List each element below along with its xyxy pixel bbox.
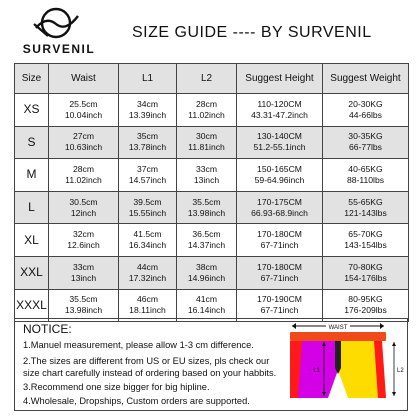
l2-cell: [177, 191, 237, 224]
notice-title: NOTICE:: [23, 322, 72, 336]
l1-cell: [119, 126, 177, 159]
l1-cell: [119, 256, 177, 289]
waist-metric: 33cm: [72, 261, 94, 272]
size-cell: XXL: [15, 256, 49, 289]
weight-cell: [323, 126, 409, 159]
l1-cell: [119, 191, 177, 224]
waist-cell: [49, 256, 119, 289]
waist-label: WAIST: [328, 325, 348, 331]
weight-metric: 40-65KG: [348, 163, 383, 174]
waist-metric: 30.5cm: [69, 196, 98, 207]
waistband: [290, 332, 386, 341]
l2-cell: [177, 256, 237, 289]
l2-label: L2: [397, 368, 404, 374]
height-metric: 170-190CM: [257, 294, 302, 305]
shorts-diagram: [280, 322, 404, 408]
l1-cell: [119, 159, 177, 192]
weight-imperial: 88-110lbs: [346, 174, 385, 185]
center-seam: [335, 341, 341, 374]
weight-imperial: 154-176lbs: [344, 272, 387, 283]
l1-metric: 34cm: [136, 98, 158, 109]
notice-line: 2.The sizes are different from US or EU sizes, pls check our: [23, 356, 270, 366]
l1-metric: 35cm: [136, 131, 158, 142]
table-row: [15, 126, 409, 159]
l1-label: L1: [313, 368, 320, 374]
notice-line: 1.Manuel measurement, please allow 1-3 cm difference.: [23, 340, 254, 350]
height-cell: [237, 94, 323, 127]
l2-imperial: 11.81inch: [188, 142, 225, 153]
height-metric: 130-140CM: [257, 131, 302, 142]
height-cell: [237, 289, 323, 322]
header: [0, 0, 416, 62]
l1-cell: [119, 289, 177, 322]
weight-metric: 30-35KG: [348, 131, 383, 142]
weight-cell: [323, 94, 409, 127]
height-metric: 170-180CM: [257, 261, 302, 272]
l2-imperial: 11.02inch: [188, 109, 225, 120]
l1-metric: 46cm: [136, 294, 158, 305]
waist-imperial: 12inch: [70, 207, 97, 218]
column-header-weight: Suggest Weight: [323, 64, 409, 94]
waist-cell: [49, 191, 119, 224]
l2-metric: 30cm: [195, 131, 217, 142]
size-cell: S: [15, 126, 49, 159]
height-metric: 150-165CM: [257, 163, 302, 174]
l2-cell: [177, 289, 237, 322]
table-body: [15, 94, 409, 322]
l2-metric: 36.5cm: [192, 229, 221, 240]
height-imperial: 67-71inch: [260, 305, 299, 316]
l2-imperial: 13inch: [193, 174, 220, 185]
height-imperial: 66.93-68.9inch: [251, 207, 308, 218]
l2-imperial: 13.98inch: [187, 207, 226, 218]
l1-metric: 41.5cm: [133, 229, 162, 240]
l2-metric: 38cm: [195, 261, 217, 272]
weight-cell: [323, 289, 409, 322]
table-row: [15, 256, 409, 289]
height-cell: [237, 256, 323, 289]
column-header-l2: L2: [177, 64, 237, 94]
waist-metric: 28cm: [72, 163, 94, 174]
l1-metric: 37cm: [136, 163, 158, 174]
weight-imperial: 143-154lbs: [344, 240, 387, 251]
height-cell: [237, 159, 323, 192]
size-cell: XXXL: [15, 289, 49, 322]
l1-imperial: 17.32inch: [128, 272, 167, 283]
weight-cell: [323, 191, 409, 224]
l2-metric: 35.5cm: [192, 196, 221, 207]
brand-name: SURVENIL: [22, 42, 96, 56]
l2-cell: [177, 224, 237, 257]
waist-cell: [49, 289, 119, 322]
height-imperial: 67-71inch: [260, 240, 299, 251]
weight-imperial: 176-209lbs: [344, 305, 387, 316]
weight-imperial: 121-143lbs: [344, 207, 387, 218]
l2-metric: 33cm: [195, 163, 217, 174]
table-row: [15, 159, 409, 192]
waist-cell: [49, 94, 119, 127]
notice-line: size chart carefully instead of ordering based on your habbits.: [23, 368, 277, 378]
l1-metric: 39.5cm: [133, 196, 162, 207]
l2-metric: 28cm: [195, 98, 217, 109]
notice-line: 3.Recommend one size bigger for big hipline.: [23, 382, 210, 392]
waist-imperial: 13inch: [70, 272, 97, 283]
waist-cell: [49, 224, 119, 257]
page-title: SIZE GUIDE ---- BY SURVENIL: [132, 24, 372, 41]
waist-metric: 32cm: [72, 229, 94, 240]
l1-imperial: 14.57inch: [128, 174, 167, 185]
table-row: [15, 94, 409, 127]
waist-imperial: 11.02inch: [65, 174, 102, 185]
height-imperial: 43.31-47.2inch: [251, 109, 308, 120]
waist-imperial: 12.6inch: [67, 240, 100, 251]
l2-imperial: 14.37inch: [187, 240, 226, 251]
size-cell: XS: [15, 94, 49, 127]
l1-cell: [119, 94, 177, 127]
l2-cell: [177, 126, 237, 159]
waist-imperial: 10.63inch: [64, 142, 103, 153]
weight-metric: 55-65KG: [348, 196, 383, 207]
height-imperial: 51.2-55.1inch: [253, 142, 306, 153]
waist-metric: 27cm: [72, 131, 94, 142]
weight-metric: 20-30KG: [348, 98, 383, 109]
weight-imperial: 66-77lbs: [349, 142, 382, 153]
logo-icon: [32, 6, 84, 40]
l2-imperial: 14.96inch: [187, 272, 226, 283]
column-header-l1: L1: [119, 64, 177, 94]
waist-imperial: 10.04inch: [64, 109, 103, 120]
height-imperial: 67-71inch: [260, 272, 299, 283]
l2-cell: [177, 159, 237, 192]
l2-metric: 41cm: [195, 294, 217, 305]
size-cell: M: [15, 159, 49, 192]
height-imperial: 59-64.96inch: [254, 174, 305, 185]
column-header-waist: Waist: [49, 64, 119, 94]
weight-cell: [323, 224, 409, 257]
l1-imperial: 16.34inch: [128, 240, 167, 251]
l1-imperial: 13.78inch: [128, 142, 167, 153]
waist-cell: [49, 159, 119, 192]
size-table: [14, 63, 409, 322]
l1-imperial: 18.11inch: [129, 305, 166, 316]
table-row: [15, 289, 409, 322]
height-cell: [237, 224, 323, 257]
l1-imperial: 13.39inch: [128, 109, 167, 120]
weight-cell: [323, 256, 409, 289]
notice-line: 4.Wholesale, Dropships, Custom orders are supported.: [23, 396, 250, 406]
brand-logo: [14, 6, 104, 60]
l1-cell: [119, 224, 177, 257]
weight-metric: 80-95KG: [348, 294, 383, 305]
waist-metric: 35.5cm: [69, 294, 98, 305]
waist-cell: [49, 126, 119, 159]
l1-imperial: 15.55inch: [128, 207, 167, 218]
height-cell: [237, 191, 323, 224]
size-cell: L: [15, 191, 49, 224]
waist-metric: 25.5cm: [69, 98, 98, 109]
table-row: [15, 224, 409, 257]
l2-cell: [177, 94, 237, 127]
height-metric: 170-180CM: [257, 229, 302, 240]
weight-metric: 65-70KG: [348, 229, 383, 240]
column-header-size: Size: [15, 64, 49, 94]
table-header-row: [15, 64, 409, 94]
height-metric: 170-175CM: [257, 196, 302, 207]
size-cell: XL: [15, 224, 49, 257]
shorts-illustration: [280, 322, 404, 408]
l1-metric: 44cm: [136, 261, 158, 272]
column-header-height: Suggest Height: [237, 64, 323, 94]
height-cell: [237, 126, 323, 159]
waist-imperial: 13.98inch: [64, 305, 103, 316]
weight-imperial: 44-66lbs: [349, 109, 382, 120]
height-metric: 110-120CM: [257, 98, 302, 109]
table-row: [15, 191, 409, 224]
weight-metric: 70-80KG: [348, 261, 383, 272]
weight-cell: [323, 159, 409, 192]
l2-imperial: 16.14inch: [187, 305, 226, 316]
